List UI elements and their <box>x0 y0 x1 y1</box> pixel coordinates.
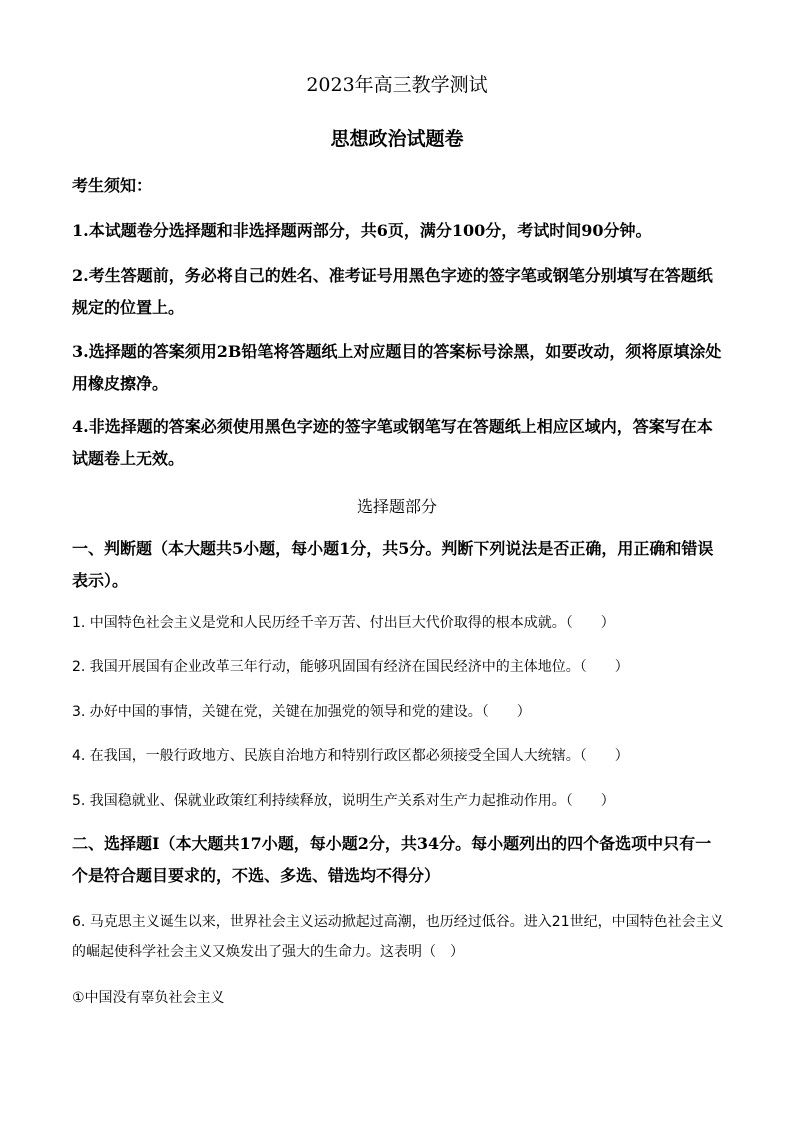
question-item: 6. 马克思主义诞生以来，世界社会主义运动掀起过高潮，也历经过低谷。进入21世纪，中国特色社会主义的崛起使科学社会主义又焕发出了强大的生命力。这表明（ ） <box>72 914 724 960</box>
exam-subtitle: 思想政治试题卷 <box>330 128 464 150</box>
question-item: 2. 我国开展国有企业改革三年行动，能够巩固国有经济在国民经济中的主体地位。（ ） <box>72 659 629 675</box>
instruction-item: 4.非选择题的答案必须使用黑色字迹的签字笔或钢笔写在答题纸上相应区域内，答案写在本试题卷上无效。 <box>72 417 713 468</box>
section-title: 选择题部分 <box>356 497 437 516</box>
instruction-item: 3.选择题的答案须用2B铅笔将答题纸上对应题目的答案标号涂黑，如要改动，须将原填涂处用橡皮擦净。 <box>72 342 722 393</box>
question-item: 4. 在我国，一般行政地方、民族自治地方和特别行政区都必须接受全国人大统辖。（ ） <box>72 748 629 764</box>
instruction-item: 1.本试题卷分选择题和非选择题两部分，共6页，满分100分，考试时间90分钟。 <box>72 221 652 240</box>
instructions-heading: 考生须知： <box>72 176 153 195</box>
exam-title: 2023年高三教学测试 <box>306 74 488 96</box>
question-item: 5. 我国稳就业、保就业政策红利持续释放，说明生产关系对生产力起推动作用。（ ） <box>72 793 615 809</box>
question-item: 1. 中国特色社会主义是党和人民历经千辛万苦、付出巨大代价取得的根本成就。（ ） <box>72 615 615 631</box>
instruction-item: 2.考生答题前，务必将自己的姓名、准考证号用黑色字迹的签字笔或钢笔分别填写在答题纸规定的位置上。 <box>72 266 713 317</box>
part1-heading: 一、判断题（本大题共5小题，每小题1分，共5分。判断下列说法是否正确，用正确和错误表示）。 <box>72 539 714 590</box>
part2-heading: 二、选择题Ⅰ（本大题共17小题，每小题2分，共34分。每小题列出的四个备选项中只有一个是符合题目要求的，不选、多选、错选均不得分） <box>72 834 712 885</box>
question-item: 3. 办好中国的事情，关键在党，关键在加强党的领导和党的建设。（ ） <box>72 704 531 720</box>
answer-option: ①中国没有辜负社会主义 <box>72 990 225 1006</box>
